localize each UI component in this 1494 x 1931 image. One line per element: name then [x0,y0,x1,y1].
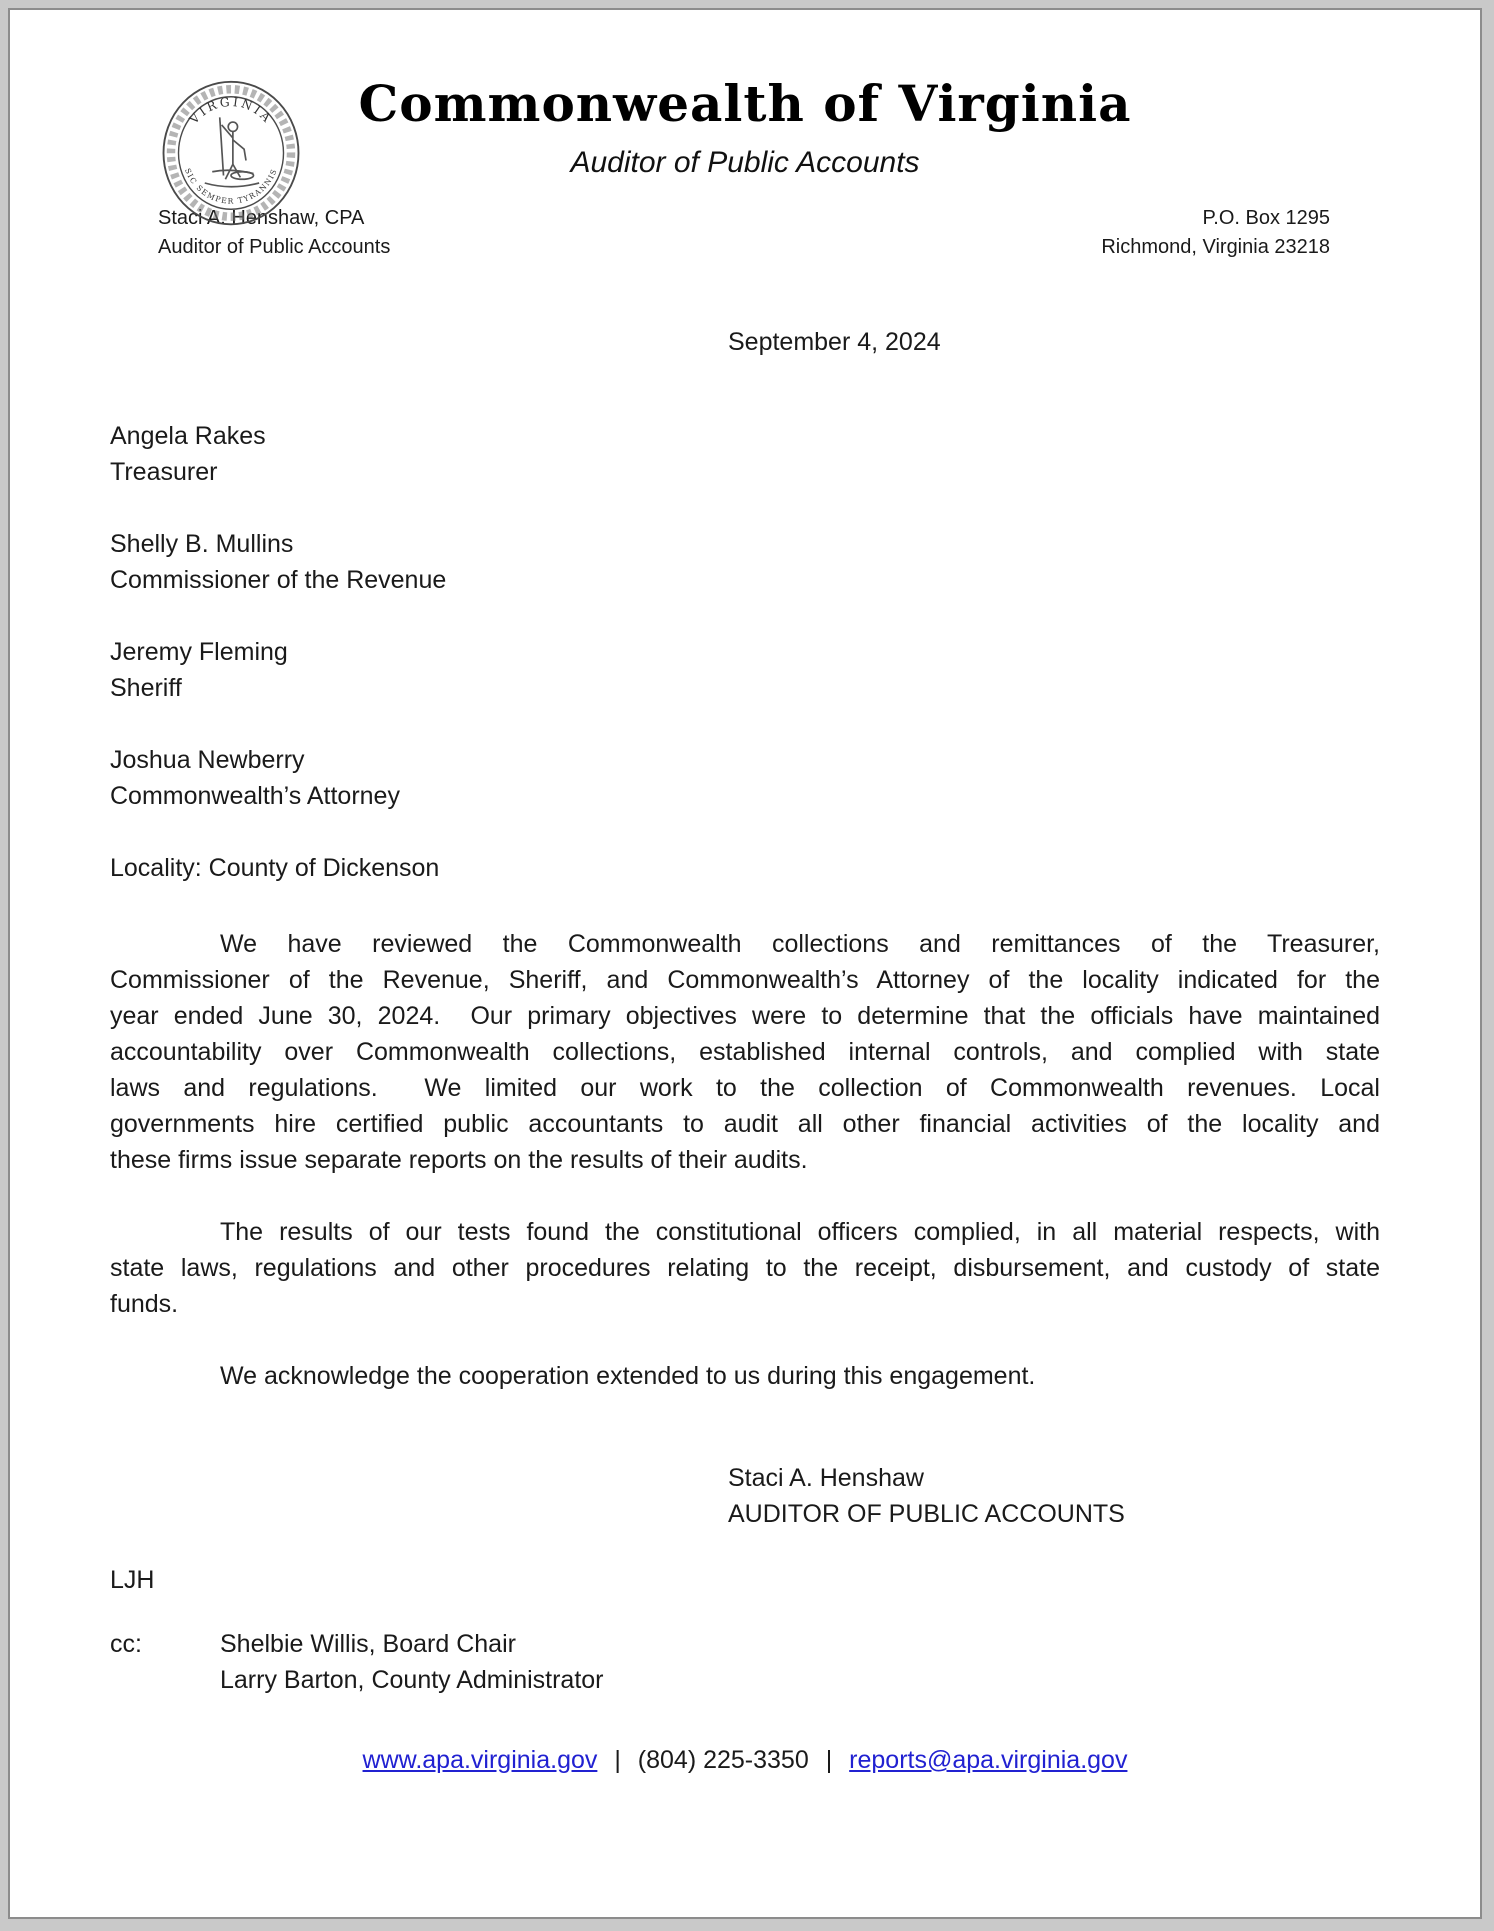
recipient-list [110,418,1480,814]
cc-block [110,1626,1480,1698]
separator: | [614,1746,621,1774]
letter-body [110,926,1380,1394]
letter-page [8,8,1482,1919]
typist-initials: LJH [110,1566,155,1594]
cc-entry: Larry Barton, County Administrator [220,1666,604,1694]
signatory-name: Staci A. Henshaw [728,1464,924,1492]
paragraph-line: The results of our tests found the constitutional officers complied, in all material respects, with [220,1218,1380,1246]
letterhead-title: Commonwealth of Virginia [358,74,1132,133]
paragraph-line: We acknowledge the cooperation extended to us during this engagement. [220,1362,1036,1390]
letterhead [10,10,1480,262]
recipient [110,634,1480,706]
auditor-name: Staci A. Henshaw, CPA [158,207,365,229]
footer-contact-line [10,1742,1480,1778]
website-link[interactable]: www.apa.virginia.gov [362,1746,598,1774]
signatory-title: AUDITOR OF PUBLIC ACCOUNTS [728,1500,1125,1528]
recipient-name: Angela Rakes [110,422,266,450]
recipient-title: Commonwealth’s Attorney [110,782,400,810]
paragraph-line: We have reviewed the Commonwealth collections and remittances of the Treasurer, [220,930,1380,958]
paragraph-line: year ended June 30, 2024. Our primary objectives were to determine that the officials have maintained [110,1002,1380,1030]
paragraph-line: these firms issue separate reports on the results of their audits. [110,1146,808,1174]
cc-entries [220,1626,604,1698]
body-paragraph [110,1358,1380,1394]
seal-bottom-text: SIC SEMPER TYRANNIS [182,166,280,206]
city-state-zip: Richmond, Virginia 23218 [1101,236,1330,258]
recipient [110,418,1480,490]
virginia-state-seal-icon [156,74,306,232]
email-link[interactable]: reports@apa.virginia.gov [849,1746,1128,1774]
recipient [110,526,1480,598]
office-address-block [1101,204,1330,262]
body-paragraph [110,1214,1380,1322]
po-box: P.O. Box 1295 [1202,207,1330,229]
letterhead-subtitle: Auditor of Public Accounts [570,146,920,179]
cc-label: cc: [110,1630,142,1658]
letterhead-info [158,204,1330,262]
recipient-title: Treasurer [110,458,218,486]
auditor-title: Auditor of Public Accounts [158,236,391,258]
signature-block [10,1460,1480,1532]
locality-line: Locality: County of Dickenson [110,854,440,882]
cc-entry: Shelbie Willis, Board Chair [220,1630,516,1658]
paragraph-line: laws and regulations. We limited our work to the collection of Commonwealth revenues. Local [110,1074,1380,1102]
seal-figure [205,117,259,186]
paragraph-line: governments hire certified public accountants to audit all other financial activities of the locality and [110,1110,1380,1138]
paragraph-line: accountability over Commonwealth collections, established internal controls, and complied with state [110,1038,1380,1066]
separator: | [825,1746,833,1774]
phone-number: (804) 225-3350 [637,1746,809,1774]
recipient-name: Joshua Newberry [110,746,305,774]
paragraph-line: state laws, regulations and other procedures relating to the receipt, disbursement, and custody of state [110,1254,1380,1282]
body-paragraph [110,926,1380,1178]
recipient-name: Shelly B. Mullins [110,530,294,558]
paragraph-line: funds. [110,1290,179,1318]
paragraph-line: Commissioner of the Revenue, Sheriff, and Commonwealth’s Attorney of the locality indicated for the [110,966,1380,994]
recipient [110,742,1480,814]
recipient-title: Commissioner of the Revenue [110,566,447,594]
seal-top-text: VIRGINIA [186,94,276,127]
recipient-title: Sheriff [110,674,182,702]
recipient-name: Jeremy Fleming [110,638,288,666]
date-line: September 4, 2024 [728,328,941,356]
